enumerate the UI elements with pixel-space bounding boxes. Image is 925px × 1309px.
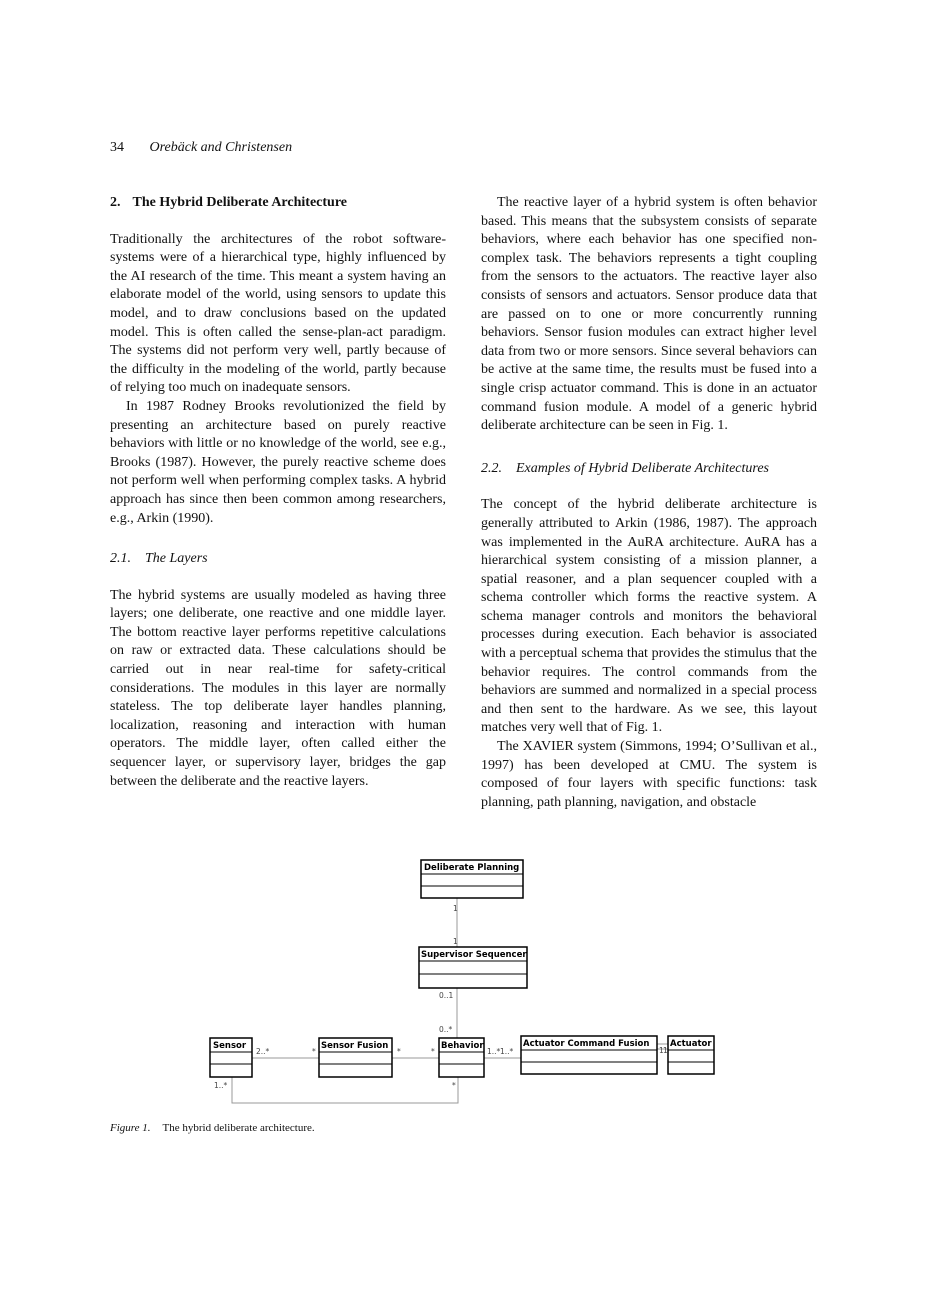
- subsection-heading: [110, 550, 446, 569]
- box-behavior: [439, 1038, 484, 1077]
- subsection-number: 2.1.: [110, 551, 131, 567]
- paragraph: The XAVIER system (Simmons, 1994; O’Sullivan et al., 1997) has been developed at CMU. The system is composed of four layers with specific functions: task planning, path planning, navigation, and obstacle: [481, 739, 817, 810]
- figure-architecture-diagram: [195, 855, 735, 1115]
- box-sensor-fusion: [319, 1038, 392, 1077]
- box-label: Actuator Command Fusion: [523, 1039, 650, 1049]
- multiplicity-label: 1: [453, 937, 458, 946]
- box-actuator-command-fusion: [521, 1036, 657, 1074]
- box-label: Supervisor Sequencer: [421, 950, 527, 960]
- multiplicity-label: 0..*: [439, 1025, 453, 1034]
- paragraph: Traditionally the architectures of the robot software-systems were of a hierarchical type, highly influenced by the AI research of the time. This meant a system having an elaborate model of the world, using sensors to update this model, and to draw conclusions based on the updated model. This is often called the sense-plan-act paradigm. The systems did not perform very well, partly because of the difficulty in the modeling of the world, partly because of relying too much on inadequate sensors.: [110, 231, 446, 396]
- figure-caption: [110, 1122, 315, 1134]
- paragraph: The concept of the hybrid deliberate architecture is generally attributed to Arkin (1986, 1987). The approach was implemented in the AuRA architecture. AuRA has a hierarchical system consisting of a mission planner, a spatial reasoner, and a plan sequencer coupled with a schema controller which forms the reactive system. A schema manager controls and monitors the behavioral processes during execution. Each behavior is associated with a perceptual schema that provides the stimulus that the behavior requires. The control commands from the behaviors are summed and normalized in a special process and then sent to the hardware. As we see, this layout matches very well that of Fig. 1.: [481, 497, 817, 736]
- caption-label: Figure 1.: [110, 1122, 151, 1134]
- box-sensor: [210, 1038, 252, 1077]
- multiplicity-label: *: [312, 1047, 316, 1056]
- multiplicity-label: *: [397, 1047, 401, 1056]
- subsection-number: 2.2.: [481, 460, 502, 476]
- multiplicity-label: 1..*: [500, 1047, 514, 1056]
- left-column: [110, 194, 446, 791]
- paragraph: In 1987 Rodney Brooks revolutionized the field by presenting an architecture based on purely reactive behaviors with little or no knowledge of the world, see e.g., Brooks (1987). However, the purely reactive scheme does not perform well when performing complex tasks. A hybrid approach has since then been common among researchers, e.g., Arkin (1990).: [110, 398, 446, 526]
- page-header: [110, 140, 292, 156]
- box-label: Actuator: [670, 1039, 712, 1049]
- box-label: Sensor Fusion: [321, 1041, 389, 1051]
- multiplicity-label: 1: [453, 904, 458, 913]
- multiplicity-label: 2..*: [256, 1047, 270, 1056]
- multiplicity-label: 1..*: [214, 1081, 228, 1090]
- running-authors: Orebäck and Christensen: [149, 140, 293, 155]
- section-heading: [110, 194, 446, 213]
- box-label: Behavior: [441, 1041, 484, 1051]
- multiplicity-label: *: [452, 1081, 456, 1090]
- right-column: [481, 194, 817, 812]
- section-title: The Hybrid Deliberate Architecture: [132, 195, 347, 210]
- uml-diagram: [195, 855, 735, 1115]
- section-number: 2.: [110, 195, 121, 210]
- box-label: Sensor: [213, 1041, 247, 1051]
- subsection-title: Examples of Hybrid Deliberate Architectures: [516, 460, 769, 476]
- subsection-heading: [481, 460, 817, 479]
- multiplicity-label: 1..*: [487, 1047, 501, 1056]
- multiplicity-label: 1: [659, 1046, 664, 1055]
- multiplicity-label: 1: [663, 1046, 668, 1055]
- box-supervisor-sequencer: [419, 947, 527, 988]
- multiplicity-label: 0..1: [439, 991, 454, 1000]
- page-number: 34: [110, 140, 124, 155]
- multiplicity-label: *: [431, 1047, 435, 1056]
- caption-text: The hybrid deliberate architecture.: [162, 1122, 315, 1134]
- box-deliberate-planning: [421, 860, 523, 898]
- box-label: Deliberate Planning: [424, 863, 520, 873]
- paragraph: The reactive layer of a hybrid system is often behavior based. This means that the subsystem consists of separate behaviors, where each behavior has one specified non-complex task. The behaviors represents a tight coupling from the sensors to the actuators. The reactive layer also consists of sensors and actuators. Sensor produce data that are passed on to one or more concurrently running behaviors. Sensor fusion modules can extract higher level data from two or more sensors. Since several behaviors can be active at the same time, the results must be fused into a single crisp actuator command. This is done in an actuator command fusion module. A model of a generic hybrid deliberate architecture can be seen in Fig. 1.: [481, 195, 817, 434]
- subsection-title: The Layers: [145, 551, 208, 567]
- paragraph: The hybrid systems are usually modeled as having three layers; one deliberate, one reactive and one middle layer. The bottom reactive layer performs repetitive calculations on raw or extracted data. These calculations should be carried out in near real-time for safety-critical considerations. The modules in this layer are normally stateless. The top deliberate layer handles planning, localization, reasoning and interaction with human operators. The middle layer, often called either the sequencer layer, or supervisory layer, bridges the gap between the deliberate and the reactive layers.: [110, 587, 446, 789]
- box-actuator: [668, 1036, 714, 1074]
